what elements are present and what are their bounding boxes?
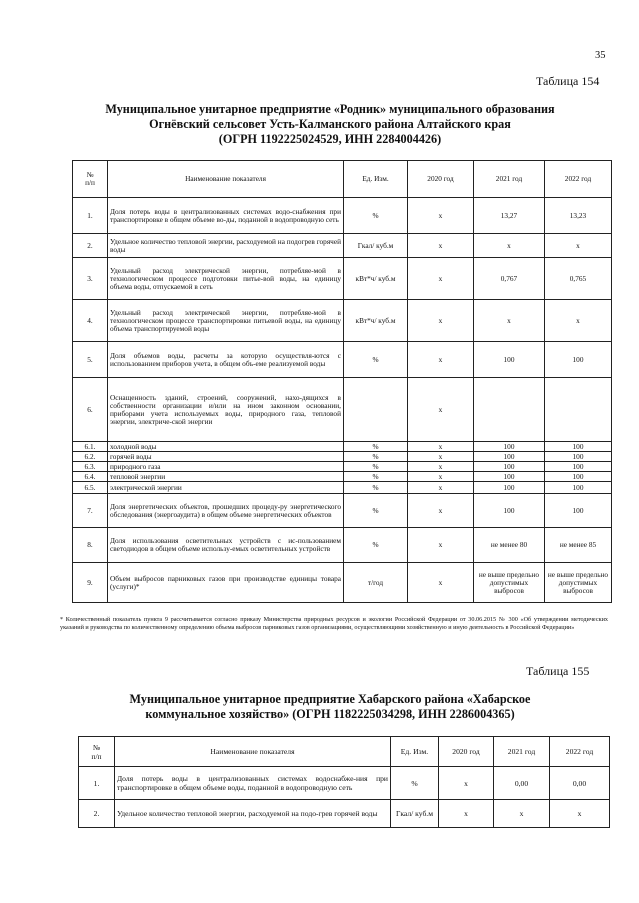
cell-y2020: х [439,767,494,800]
cell-y2021: 0,00 [494,767,550,800]
table-155 [78,736,610,828]
header-2020: 2020 год [408,161,474,198]
header-2022: 2022 год [550,737,610,767]
cell-name: Доля энергетических объектов, прошедших процеду-ру энергетического обследования (энергоаудита) в общем объеме энергетических объектов [108,494,344,528]
title-line: (ОГРН 1192225024529, ИНН 2284004426) [218,132,442,146]
cell-num: 6.3. [73,462,108,472]
cell-y2021: 0,767 [474,258,545,300]
table-row [73,528,612,563]
title-line: Муниципальное унитарное предприятие «Родник» муниципального образования [105,102,555,116]
cell-y2020: х [408,472,474,482]
cell-num: 1. [79,767,115,800]
cell-y2022: 0,765 [545,258,612,300]
cell-unit: % [344,528,408,563]
table-154-title [50,102,610,147]
cell-y2021: 100 [474,482,545,494]
table-row [79,800,610,828]
cell-unit: % [344,452,408,462]
header-num: № п/п [79,737,115,767]
table-row [73,442,612,452]
cell-unit: Гкал/ куб.м [344,234,408,258]
title-line: Муниципальное унитарное предприятие Хабарского района «Хабарское [129,692,531,706]
cell-y2020: х [408,258,474,300]
cell-y2020: х [408,234,474,258]
table-row [73,482,612,494]
cell-name: тепловой энергии [108,472,344,482]
table-row [73,342,612,378]
cell-y2021: 100 [474,494,545,528]
cell-unit: % [391,767,439,800]
cell-y2021: 13,27 [474,198,545,234]
cell-num: 6.4. [73,472,108,482]
cell-y2022: не менее 85 [545,528,612,563]
cell-y2022: х [545,234,612,258]
header-unit: Ед. Изм. [391,737,439,767]
table-row [73,234,612,258]
title-line: коммунальное хозяйство» (ОГРН 1182225034298, ИНН 2286004365) [145,707,515,721]
cell-name: электрической энергии [108,482,344,494]
cell-y2020: х [439,800,494,828]
cell-name: холодной воды [108,442,344,452]
table-row [73,452,612,462]
cell-name: Объем выбросов парниковых газов при производстве единицы товара (услуги)* [108,563,344,603]
cell-y2021: 100 [474,452,545,462]
cell-name: Доля объемов воды, расчеты за которую осуществля-ются с использованием приборов учета, в общем объ-еме реализуемой воды [108,342,344,378]
cell-y2020: х [408,342,474,378]
header-name: Наименование показателя [115,737,391,767]
cell-name: Доля использования осветительных устройств с ис-пользованием светодиодов в общем объеме использу-емых осветительных устройств [108,528,344,563]
cell-y2022: 100 [545,452,612,462]
cell-unit: % [344,472,408,482]
cell-name: природного газа [108,462,344,472]
cell-y2021: х [474,234,545,258]
cell-y2022: х [545,300,612,342]
cell-y2020: х [408,442,474,452]
cell-y2022: 100 [545,494,612,528]
cell-num: 6.2. [73,452,108,462]
cell-name: Оснащенность зданий, строений, сооружений, нахо-дящихся в собственности организации и/или на ином законном основании, приборами учета используемых воды, природного газа, тепловой энергии, электриче-ской энергии [108,378,344,442]
cell-y2020: х [408,528,474,563]
table-row [73,563,612,603]
cell-y2020: х [408,378,474,442]
cell-unit: кВт*ч/ куб.м [344,258,408,300]
title-line: Огнёвский сельсовет Усть-Калманского района Алтайского края [149,117,511,131]
cell-num: 6. [73,378,108,442]
table-155-title [50,692,610,722]
header-2022: 2022 год [545,161,612,198]
cell-unit: % [344,482,408,494]
cell-y2021: х [474,300,545,342]
cell-unit: Гкал/ куб.м [391,800,439,828]
header-num: № п/п [73,161,108,198]
cell-y2021 [474,378,545,442]
header-2020: 2020 год [439,737,494,767]
cell-y2022: 100 [545,342,612,378]
cell-name: Удельный расход электрической энергии, потребляе-мой в технологическом процессе транспортировки питьевой воды, на единицу объема транспортируемой воды [108,300,344,342]
cell-y2022: 100 [545,442,612,452]
cell-unit: кВт*ч/ куб.м [344,300,408,342]
cell-y2021: не менее 80 [474,528,545,563]
cell-num: 6.1. [73,442,108,452]
cell-y2020: х [408,563,474,603]
cell-unit: % [344,442,408,452]
cell-name: Доля потерь воды в централизованных системах водоснабже-ния при транспортировке в общем объеме воды, поданной в водопроводную сеть [115,767,391,800]
cell-y2020: х [408,462,474,472]
cell-y2022: х [550,800,610,828]
table-row [79,767,610,800]
cell-y2020: х [408,198,474,234]
cell-num: 4. [73,300,108,342]
cell-num: 8. [73,528,108,563]
table-header-row [73,161,612,198]
header-2021: 2021 год [474,161,545,198]
cell-num: 7. [73,494,108,528]
table-row [73,198,612,234]
cell-name: Доля потерь воды в централизованных системах водо-снабжения при транспортировке в общем объеме во-ды, поданной в водопроводную сеть [108,198,344,234]
cell-name: Удельное количество тепловой энергии, расходуемой на подо-грев горячей воды [115,800,391,828]
cell-y2022: 100 [545,472,612,482]
cell-num: 3. [73,258,108,300]
table-row [73,378,612,442]
cell-y2021: 100 [474,442,545,452]
cell-y2021: 100 [474,462,545,472]
cell-unit [344,378,408,442]
cell-num: 2. [73,234,108,258]
header-2021: 2021 год [494,737,550,767]
table-154-caption: Таблица 154 [536,74,600,88]
cell-num: 1. [73,198,108,234]
cell-y2022: 100 [545,462,612,472]
table-row [73,472,612,482]
cell-num: 6.5. [73,482,108,494]
cell-name: горячей воды [108,452,344,462]
cell-name: Удельное количество тепловой энергии, расходуемой на подогрев горячей воды [108,234,344,258]
cell-y2020: х [408,300,474,342]
table-row [73,462,612,472]
cell-unit: т/год [344,563,408,603]
cell-y2022: не выше предельно допустимых выбросов [545,563,612,603]
cell-y2022 [545,378,612,442]
cell-y2021: 100 [474,472,545,482]
cell-y2021: 100 [474,342,545,378]
table-row [73,258,612,300]
cell-unit: % [344,198,408,234]
cell-unit: % [344,494,408,528]
cell-y2020: х [408,452,474,462]
cell-y2022: 13,23 [545,198,612,234]
cell-y2022: 100 [545,482,612,494]
table-header-row [79,737,610,767]
cell-num: 9. [73,563,108,603]
footnote: * Количественный показатель пункта 9 рассчитывается согласно приказу Министерства природных ресурсов и экологии Российской Федерации от 30.06.2015 № 300 «Об утверждении методических указаний и руководства по количественному определению объема выбросов парниковых газов организациями, осуществляющими хозяйственную и иную деятельность в Российской Федерации» [60,616,608,631]
cell-unit: % [344,342,408,378]
table-row [73,300,612,342]
cell-y2020: х [408,494,474,528]
header-name: Наименование показателя [108,161,344,198]
cell-unit: % [344,462,408,472]
cell-y2021: х [494,800,550,828]
cell-name: Удельный расход электрической энергии, потребляе-мой в технологическом процессе подготовки питье-вой воды, на единицу объема воды, отпускаемой в сеть [108,258,344,300]
page-number: 35 [595,50,606,61]
cell-num: 2. [79,800,115,828]
table-155-caption: Таблица 155 [526,664,590,678]
header-unit: Ед. Изм. [344,161,408,198]
cell-y2020: х [408,482,474,494]
cell-num: 5. [73,342,108,378]
table-row [73,494,612,528]
table-154 [72,160,612,603]
cell-y2021: не выше предельно допустимых выбросов [474,563,545,603]
cell-y2022: 0,00 [550,767,610,800]
